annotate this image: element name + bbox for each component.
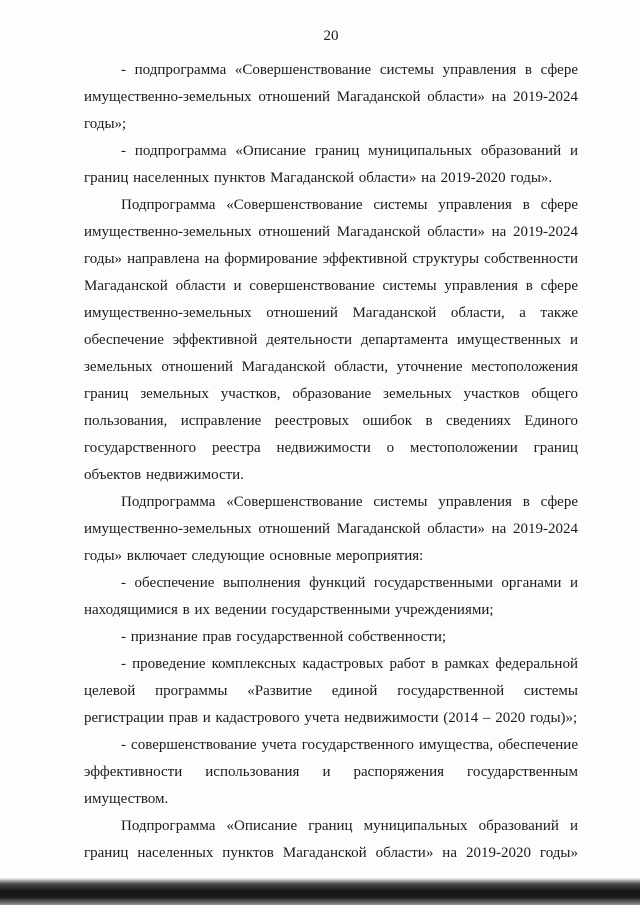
page-number: 20 xyxy=(323,28,339,44)
paragraph-subprogram-measures-intro: Подпрограмма «Совершенствование системы управления в сфере имущественно-земельных отношений Магаданской области» на 2019-2024 годы» включает следующие основные мероприятия: xyxy=(84,494,578,564)
paragraph-measure-1: - обеспечение выполнения функций государственными органами и находящимися в их ведении государственными учреждениями; xyxy=(84,575,578,618)
paragraph-measure-3: - проведение комплексных кадастровых работ в рамках федеральной целевой программы «Развитие единой государственной системы регистрации прав и кадастрового учета недвижимости (2014 – 2020 годы)»; xyxy=(84,656,578,726)
scan-edge-shadow xyxy=(0,878,640,905)
paragraph-subprogram-1: - подпрограмма «Совершенствование системы управления в сфере имущественно-земельных отношений Магаданской области» на 2019-2024 годы»; xyxy=(84,62,578,132)
paragraph-subprogram-borders: Подпрограмма «Описание границ муниципальных образований и границ населенных пунктов Магаданской области» на 2019-2020 годы» xyxy=(84,818,578,861)
page-text xyxy=(84,57,578,867)
paragraph-measure-2: - признание прав государственной собственности; xyxy=(121,629,447,645)
paragraph-subprogram-2: - подпрограмма «Описание границ муниципальных образований и границ населенных пунктов Магаданской области» на 2019-2020 годы». xyxy=(84,143,578,186)
paragraph-subprogram-description: Подпрограмма «Совершенствование системы управления в сфере имущественно-земельных отношений Магаданской области» на 2019-2024 годы» направлена на формирование эффективной структуры собственности Магаданской области и совершенствование системы управления в сфере имущественно-земельных отношений Магаданской области, а также обеспечение эффективной деятельности департамента имущественных и земельных отношений Магаданской области, уточнение местоположения границ земельных участков, образование земельных участков общего пользования, исправление реестровых ошибок в сведениях Единого государственного реестра недвижимости о местоположении границ объектов недвижимости. xyxy=(84,197,578,483)
paragraph-measure-4: - совершенствование учета государственного имущества, обеспечение эффективности использования и распоряжения государственным имуществом. xyxy=(84,737,578,807)
